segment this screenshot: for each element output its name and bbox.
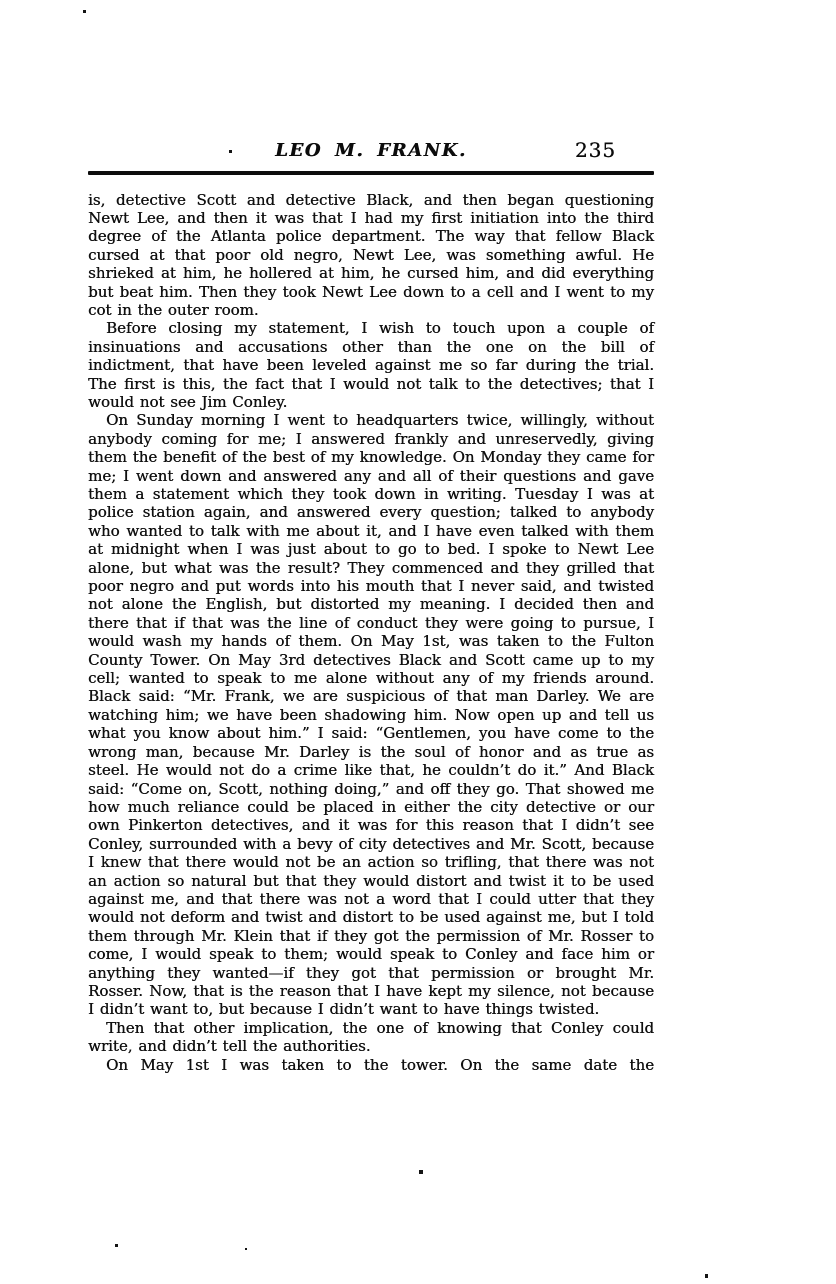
scan-speck: [229, 150, 232, 153]
header-rule: [88, 171, 654, 175]
scan-speck: [419, 1170, 423, 1174]
paragraph: is, detective Scott and detective Black, and then began questioning Newt Lee, and then it was that I had my first initiation into the third degree of the Atlanta police department. The way that fellow Black cursed at that poor old negro, Newt Lee, was something awful. He shrieked at him, he hollered at him, he cursed him, and did everything but beat him. Then they took Newt Lee down to a cell and I went to my cot in the outer room.: [88, 190, 654, 319]
paragraph: Before closing my statement, I wish to touch upon a couple of insinuations and accusations other than the one on the bill of indictment, that have been leveled against me so far during the trial. The first is this, the fact that I would not talk to the detectives; that I would not see Jim Conley.: [88, 319, 654, 411]
paragraph: On May 1st I was taken to the tower. On the same date the: [106, 1055, 654, 1074]
scan-speck: [83, 10, 86, 13]
scan-speck: [115, 1244, 118, 1247]
paragraph: On Sunday morning I went to headquarters twice, willingly, without anybody coming for me; I answered frankly and unreservedly, giving them the benefit of the best of my knowledge. On Monday they came for me; I went down and answered any and all of their questions and gave them a statement which they took down in writing. Tuesday I was at police station again, and answered every question; talked to anybody who wanted to talk with me about it, and I have even talked with them at midnight when I was just about to go to bed. I spoke to Newt Lee alone, but what was the result? They commenced and they grilled that poor negro and put words into his mouth that I never said, and twisted not alone the English, but distorted my meaning. I decided then and there that if that was the line of conduct they were going to pursue, I would wash my hands of them. On May 1st, was taken to the Fulton County Tower. On May 3rd detectives Black and Scott came up to my cell; wanted to speak to me alone without any of my friends around. Black said: “Mr. Frank, we are suspicious of that man Darley. We are watching him; we have been shadowing him. Now open up and tell us what you know about him.” I said: “Gentlemen, you have come to the wrong man, because Mr. Darley is the soul of honor and as true as steel. He would not do a crime like that, he couldn’t do it.” And Black said: “Come on, Scott, nothing doing,” and off they go. That showed me how much reliance could be placed in either the city detective or our own Pinkerton detectives, and it was for this reason that I didn’t see Conley, surrounded with a bevy of city detectives and Mr. Scott, because I knew that there would not be an action so trifling, that there was not an action so natural but that they would distort and twist it to be used against me, and that there was not a word that I could utter that they would not deform and twist and distort to be used against me, but I told them through Mr. Klein that if they got the permission of Mr. Rosser to come, I would speak to them; would speak to Conley and face him or anything they wanted—if they got that permission or brought Mr. Rosser. Now, that is the reason that I have kept my silence, not because I didn’t want to, but because I didn’t want to have things twisted.: [88, 411, 654, 1019]
scan-speck: [705, 1274, 708, 1278]
body-text: [88, 191, 654, 1075]
paragraph: Then that other implication, the one of knowing that Conley could write, and didn’t tell the authorities.: [88, 1018, 654, 1056]
page-number: 235: [574, 138, 616, 162]
scan-speck: [245, 1248, 247, 1250]
running-title: LEO M. FRANK.: [275, 140, 467, 161]
page-header: [88, 138, 654, 166]
page-content: [88, 138, 654, 1074]
